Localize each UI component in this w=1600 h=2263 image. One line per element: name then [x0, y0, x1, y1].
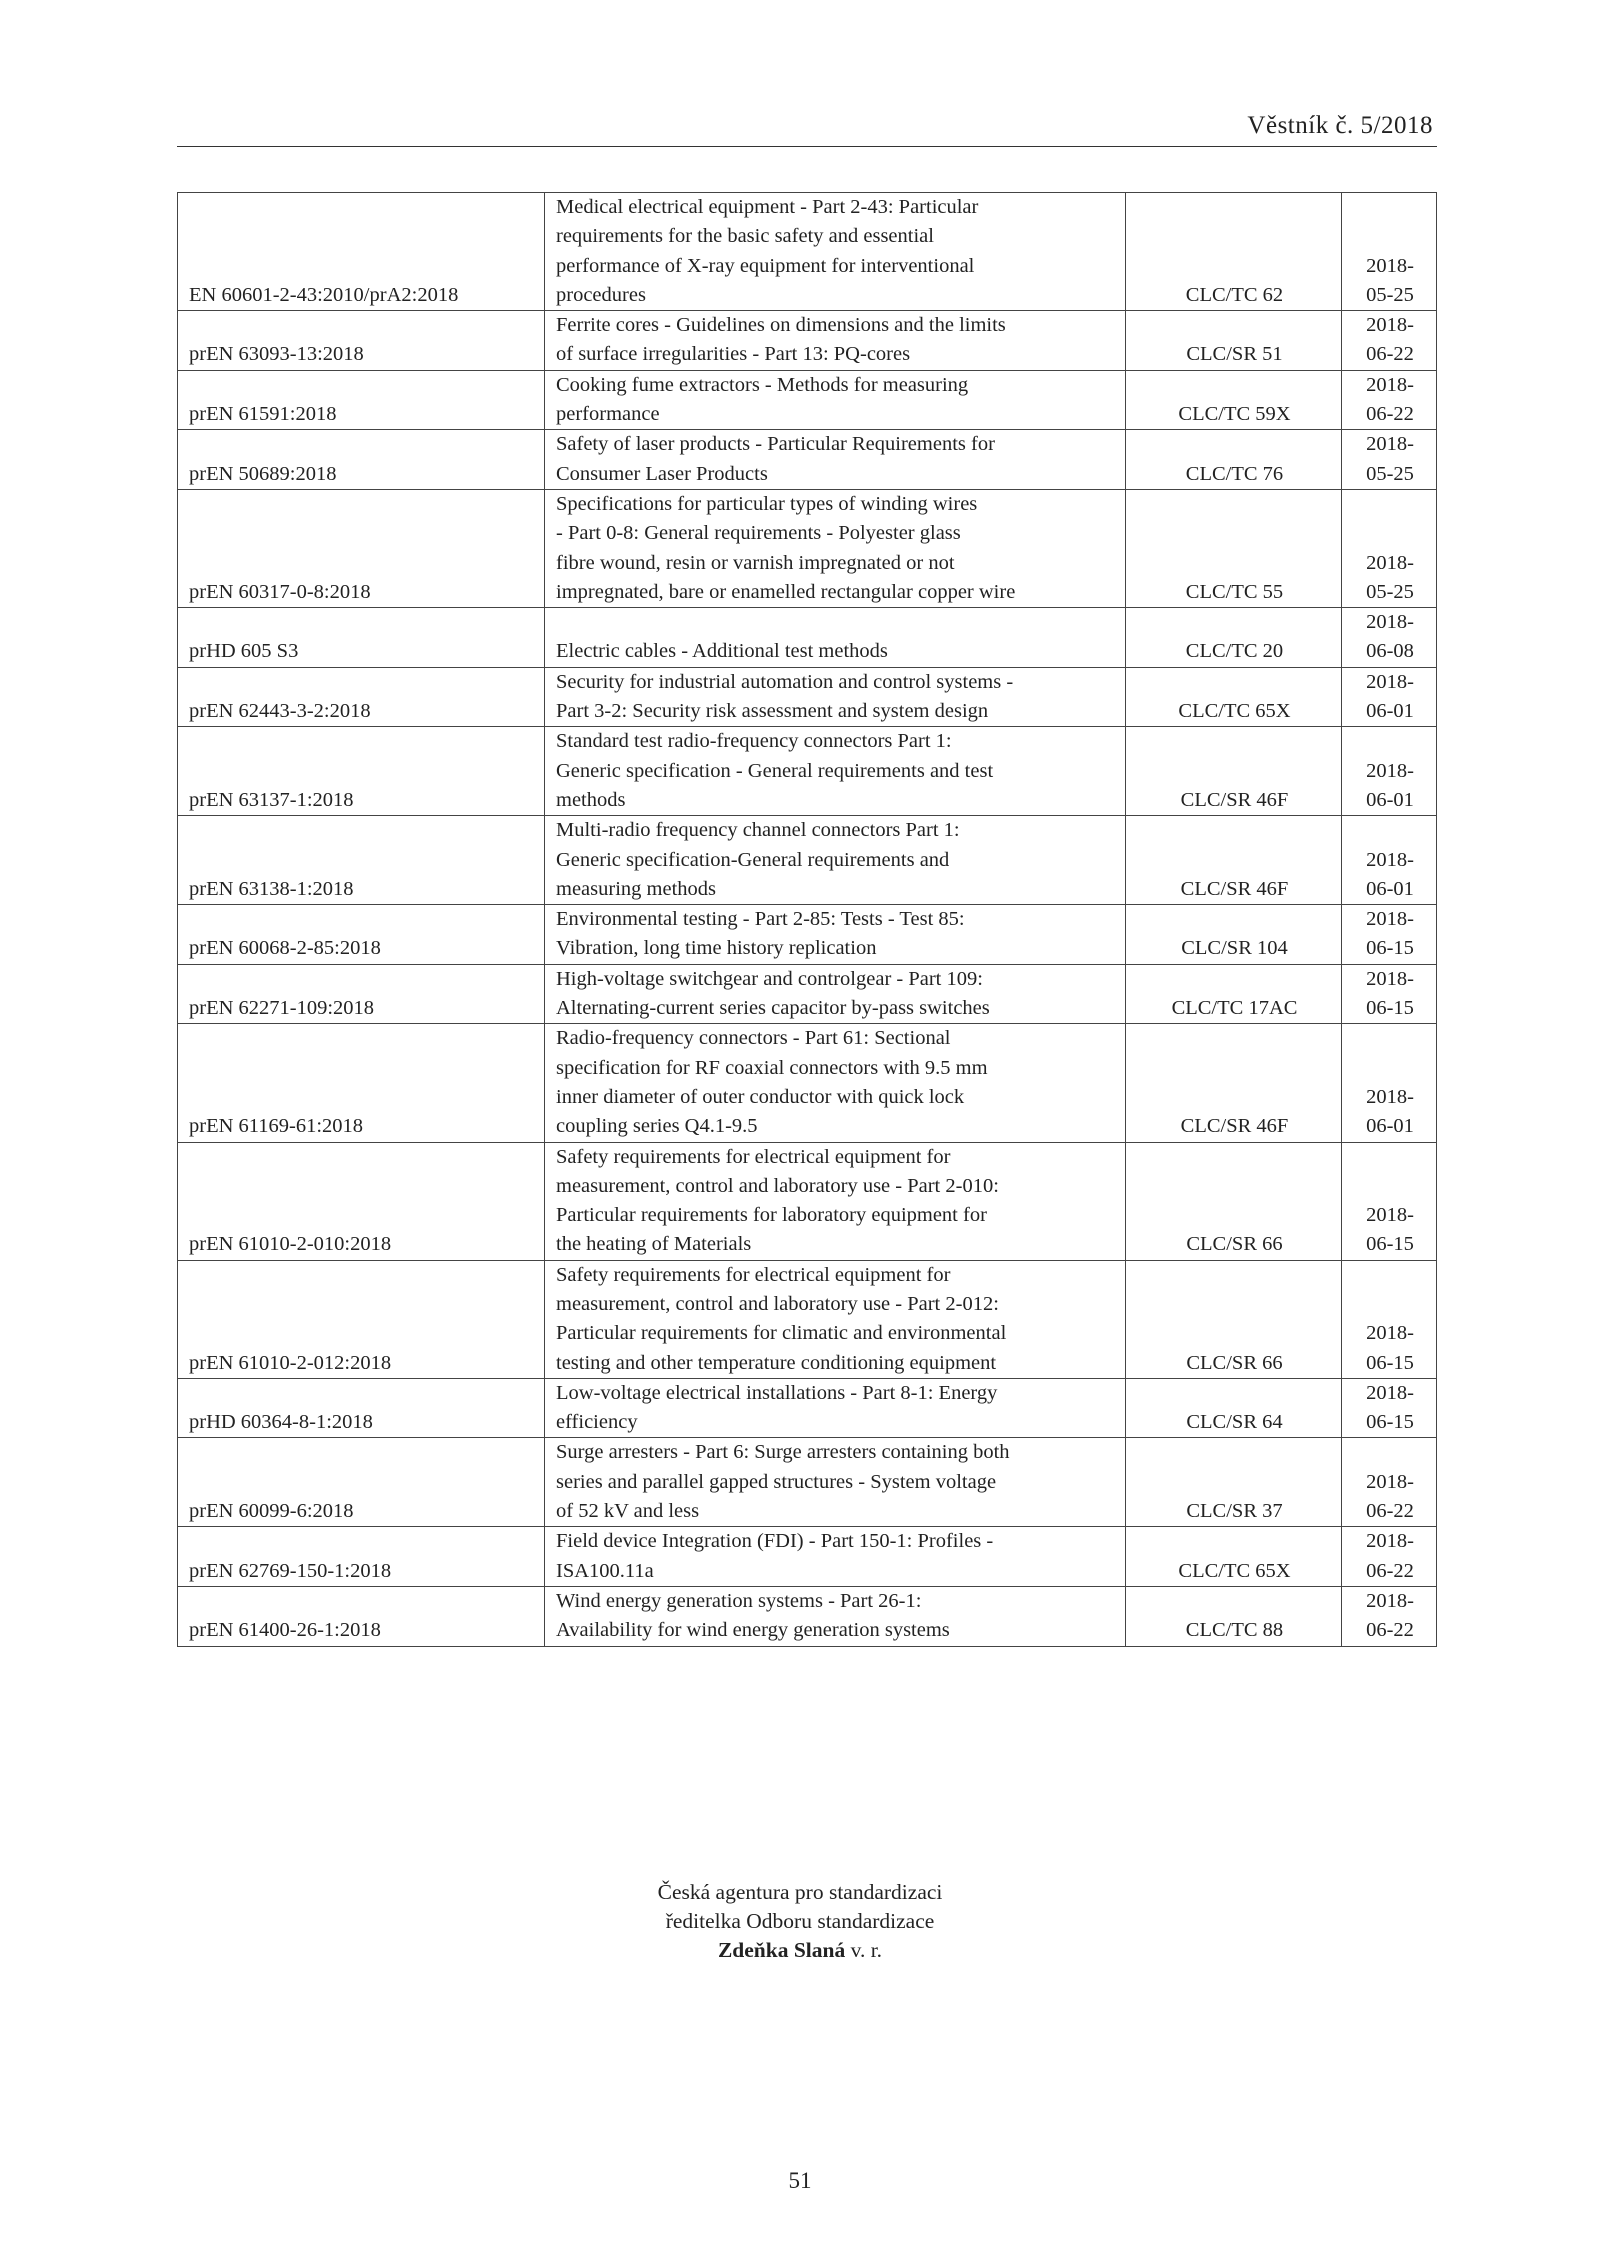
technical-committee: CLC/TC 65X — [1126, 667, 1342, 727]
table-row — [178, 1438, 1437, 1527]
standard-code: prHD 605 S3 — [178, 608, 545, 668]
title-line: efficiency — [556, 1411, 638, 1434]
title-line: Ferrite cores - Guidelines on dimensions and the limits — [556, 314, 1006, 337]
technical-committee: CLC/SR 46F — [1126, 816, 1342, 905]
table-row — [178, 430, 1437, 490]
technical-committee: CLC/SR 66 — [1126, 1260, 1342, 1378]
standard-code: prEN 60099-6:2018 — [178, 1438, 545, 1527]
technical-committee: CLC/SR 37 — [1126, 1438, 1342, 1527]
standard-code: prEN 60317-0-8:2018 — [178, 489, 545, 607]
standard-title — [545, 816, 1126, 905]
standard-title — [545, 727, 1126, 816]
standard-code: prEN 62769-150-1:2018 — [178, 1527, 545, 1587]
title-line: - Part 0-8: General requirements - Polyester glass — [556, 522, 961, 545]
title-line: Security for industrial automation and control systems - — [556, 670, 1014, 693]
standard-code: prEN 63093-13:2018 — [178, 311, 545, 371]
standard-code: prEN 60068-2-85:2018 — [178, 905, 545, 965]
title-line: Alternating-current series capacitor by-pass switches — [556, 997, 990, 1020]
table-row — [178, 1260, 1437, 1378]
deadline-date: 2018-06-15 — [1342, 1378, 1437, 1438]
standard-code: prEN 61169-61:2018 — [178, 1024, 545, 1142]
standard-code: prEN 61400-26-1:2018 — [178, 1586, 545, 1646]
table-row — [178, 311, 1437, 371]
technical-committee: CLC/TC 76 — [1126, 430, 1342, 490]
title-line: specification for RF coaxial connectors with 9.5 mm — [556, 1056, 988, 1079]
technical-committee: CLC/TC 17AC — [1126, 964, 1342, 1024]
standard-code: prEN 50689:2018 — [178, 430, 545, 490]
title-line: impregnated, bare or enamelled rectangular copper wire — [556, 580, 1016, 603]
title-line: Field device Integration (FDI) - Part 150-1: Profiles - — [556, 1530, 994, 1553]
table-row — [178, 964, 1437, 1024]
standard-code: EN 60601-2-43:2010/prA2:2018 — [178, 193, 545, 311]
title-line: methods — [556, 788, 626, 811]
standard-title — [545, 1024, 1126, 1142]
technical-committee: CLC/SR 46F — [1126, 1024, 1342, 1142]
title-line: coupling series Q4.1-9.5 — [556, 1115, 758, 1138]
deadline-date: 2018-06-08 — [1342, 608, 1437, 668]
standard-title — [545, 964, 1126, 1024]
title-line: High-voltage switchgear and controlgear - Part 109: — [556, 967, 983, 990]
signer-position: ředitelka Odboru standardizace — [665, 1909, 935, 1933]
technical-committee: CLC/SR 66 — [1126, 1142, 1342, 1260]
title-line: measuring methods — [556, 877, 716, 900]
standard-title — [545, 667, 1126, 727]
title-line: performance of X-ray equipment for interventional — [556, 254, 975, 277]
title-line: measurement, control and laboratory use - Part 2-012: — [556, 1292, 999, 1315]
signer-name: Zdeňka Slaná — [717, 1938, 846, 1962]
deadline-date: 2018-06-15 — [1342, 1260, 1437, 1378]
table-row — [178, 905, 1437, 965]
title-line: Consumer Laser Products — [556, 462, 768, 485]
technical-committee: CLC/TC 55 — [1126, 489, 1342, 607]
technical-committee: CLC/TC 65X — [1126, 1527, 1342, 1587]
title-line: Particular requirements for laboratory equipment for — [556, 1204, 987, 1227]
standard-title — [545, 1260, 1126, 1378]
deadline-date: 2018-05-25 — [1342, 489, 1437, 607]
title-line: series and parallel gapped structures - System voltage — [556, 1470, 997, 1493]
title-line: Wind energy generation systems - Part 26-1: — [556, 1589, 922, 1612]
title-line: testing and other temperature conditioning equipment — [556, 1351, 997, 1374]
standard-title — [545, 193, 1126, 311]
standard-title — [545, 1527, 1126, 1587]
technical-committee: CLC/SR 46F — [1126, 727, 1342, 816]
table-row — [178, 370, 1437, 430]
standard-title — [545, 370, 1126, 430]
title-line: Electric cables - Additional test methods — [556, 640, 888, 663]
standard-code: prEN 62271-109:2018 — [178, 964, 545, 1024]
standard-code: prEN 61591:2018 — [178, 370, 545, 430]
title-line: Generic specification-General requirements and — [556, 848, 950, 871]
deadline-date: 2018-06-01 — [1342, 816, 1437, 905]
title-line: Low-voltage electrical installations - Part 8-1: Energy — [556, 1381, 998, 1404]
title-line: Safety requirements for electrical equipment for — [556, 1145, 951, 1168]
deadline-date: 2018-06-22 — [1342, 1586, 1437, 1646]
signer — [0, 1936, 1600, 1965]
table-row — [178, 1527, 1437, 1587]
page-header — [177, 110, 1437, 147]
technical-committee: CLC/TC 59X — [1126, 370, 1342, 430]
table-row — [178, 667, 1437, 727]
table-row — [178, 1378, 1437, 1438]
title-line: Part 3-2: Security risk assessment and system design — [556, 700, 989, 723]
technical-committee: CLC/SR 64 — [1126, 1378, 1342, 1438]
deadline-date: 2018-05-25 — [1342, 430, 1437, 490]
standard-title — [545, 905, 1126, 965]
table-row — [178, 608, 1437, 668]
title-line: of 52 kV and less — [556, 1500, 700, 1523]
technical-committee: CLC/TC 88 — [1126, 1586, 1342, 1646]
technical-committee: CLC/TC 62 — [1126, 193, 1342, 311]
deadline-date: 2018-06-01 — [1342, 1024, 1437, 1142]
standards-table-body — [178, 193, 1437, 1647]
standard-title — [545, 489, 1126, 607]
standard-title — [545, 311, 1126, 371]
deadline-date: 2018-05-25 — [1342, 193, 1437, 311]
technical-committee: CLC/SR 104 — [1126, 905, 1342, 965]
table-row — [178, 1586, 1437, 1646]
title-line: of surface irregularities - Part 13: PQ-cores — [556, 343, 911, 366]
title-line: Medical electrical equipment - Part 2-43: Particular — [556, 196, 979, 218]
title-line: Availability for wind energy generation systems — [556, 1619, 950, 1642]
journal-title: Věstník č. 5/2018 — [1247, 112, 1433, 139]
standard-code: prHD 60364-8-1:2018 — [178, 1378, 545, 1438]
technical-committee: CLC/SR 51 — [1126, 311, 1342, 371]
title-line: Environmental testing - Part 2-85: Tests - Test 85: — [556, 908, 965, 931]
standard-code: prEN 61010-2-010:2018 — [178, 1142, 545, 1260]
deadline-date: 2018-06-22 — [1342, 370, 1437, 430]
title-line: Multi-radio frequency channel connectors Part 1: — [556, 819, 960, 842]
title-line: measurement, control and laboratory use - Part 2-010: — [556, 1174, 999, 1197]
standard-title — [545, 1142, 1126, 1260]
standard-code: prEN 62443-3-2:2018 — [178, 667, 545, 727]
standard-title — [545, 1378, 1126, 1438]
title-line: Cooking fume extractors - Methods for measuring — [556, 373, 969, 396]
deadline-date: 2018-06-22 — [1342, 311, 1437, 371]
title-line: ISA100.11a — [556, 1559, 654, 1582]
title-line: the heating of Materials — [556, 1233, 752, 1256]
table-row — [178, 1142, 1437, 1260]
standard-code: prEN 63138-1:2018 — [178, 816, 545, 905]
standard-code: prEN 63137-1:2018 — [178, 727, 545, 816]
signer-suffix: v. r. — [845, 1938, 883, 1962]
title-line: Vibration, long time history replication — [556, 937, 877, 960]
title-line: Particular requirements for climatic and environmental — [556, 1322, 1007, 1345]
table-row — [178, 489, 1437, 607]
deadline-date: 2018-06-15 — [1342, 964, 1437, 1024]
standards-table — [177, 192, 1437, 1647]
title-line: Standard test radio-frequency connectors Part 1: — [556, 730, 952, 753]
title-line: Safety of laser products - Particular Requirements for — [556, 433, 995, 456]
title-line: requirements for the basic safety and essential — [556, 225, 934, 248]
title-line: performance — [556, 403, 660, 426]
signature-block — [0, 1878, 1600, 1965]
deadline-date: 2018-06-15 — [1342, 1142, 1437, 1260]
deadline-date: 2018-06-15 — [1342, 905, 1437, 965]
deadline-date: 2018-06-01 — [1342, 727, 1437, 816]
title-line: fibre wound, resin or varnish impregnated or not — [556, 551, 955, 574]
standard-title — [545, 430, 1126, 490]
title-line: Radio-frequency connectors - Part 61: Sectional — [556, 1027, 951, 1050]
title-line: inner diameter of outer conductor with quick lock — [556, 1085, 965, 1108]
title-line: procedures — [556, 283, 646, 306]
deadline-date: 2018-06-22 — [1342, 1527, 1437, 1587]
standard-title — [545, 1586, 1126, 1646]
table-row — [178, 727, 1437, 816]
title-line: Surge arresters - Part 6: Surge arresters containing both — [556, 1441, 1010, 1464]
standard-code: prEN 61010-2-012:2018 — [178, 1260, 545, 1378]
table-row — [178, 816, 1437, 905]
deadline-date: 2018-06-22 — [1342, 1438, 1437, 1527]
agency-name: Česká agentura pro standardizaci — [657, 1880, 943, 1904]
standard-title — [545, 1438, 1126, 1527]
deadline-date: 2018-06-01 — [1342, 667, 1437, 727]
title-line: Generic specification - General requirements and test — [556, 759, 994, 782]
page-number: 51 — [788, 2168, 812, 2193]
table-row — [178, 193, 1437, 311]
technical-committee: CLC/TC 20 — [1126, 608, 1342, 668]
title-line: Specifications for particular types of winding wires — [556, 492, 978, 515]
standard-title — [545, 608, 1126, 668]
title-line: Safety requirements for electrical equipment for — [556, 1263, 951, 1286]
table-row — [178, 1024, 1437, 1142]
